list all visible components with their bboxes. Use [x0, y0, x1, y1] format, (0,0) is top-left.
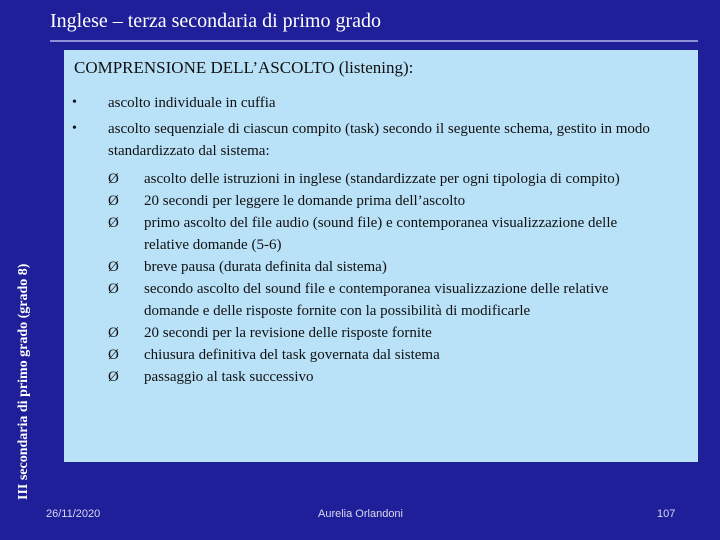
- step-text: secondo ascolto del sound file e contemporanea visualizzazione delle relative domande e delle risposte fornite con la possibilità di modificarle: [144, 281, 609, 319]
- step-text: 20 secondi per la revisione delle risposte fornite: [144, 325, 432, 341]
- footer-author: Aurelia Orlandoni: [318, 508, 403, 520]
- bullet-icon: •: [72, 121, 77, 136]
- step-text: 20 secondi per leggere le domande prima dell’ascolto: [144, 193, 466, 209]
- step-item: [64, 322, 664, 344]
- arrow-bullet-icon: Ø: [108, 259, 119, 275]
- list-item: [64, 92, 668, 114]
- title-divider: [50, 40, 698, 42]
- list-item: [64, 118, 668, 162]
- step-item: [64, 190, 664, 212]
- arrow-bullet-icon: Ø: [108, 347, 119, 363]
- step-item: [64, 256, 664, 278]
- step-text: passaggio al task successivo: [144, 369, 314, 385]
- step-item: [64, 212, 664, 256]
- step-item: [64, 168, 664, 190]
- arrow-bullet-icon: Ø: [108, 171, 119, 187]
- section-heading: COMPRENSIONE DELL’ASCOLTO (listening):: [74, 58, 414, 77]
- step-text: breve pausa (durata definita dal sistema): [144, 259, 387, 275]
- arrow-bullet-icon: Ø: [108, 215, 119, 231]
- list-item-text: ascolto individuale in cuffia: [108, 95, 276, 111]
- step-item: [64, 366, 664, 388]
- arrow-bullet-icon: Ø: [108, 325, 119, 341]
- arrow-bullet-icon: Ø: [108, 193, 119, 209]
- arrow-bullet-icon: Ø: [108, 281, 119, 297]
- step-text: ascolto delle istruzioni in inglese (standardizzate per ogni tipologia di compito): [144, 171, 620, 187]
- content-panel: [64, 50, 698, 462]
- step-item: [64, 278, 664, 322]
- step-text: chiusura definitiva del task governata dal sistema: [144, 347, 440, 363]
- step-item: [64, 344, 664, 366]
- page-number: 107: [657, 508, 676, 520]
- slide-title: Inglese – terza secondaria di primo grado: [50, 10, 381, 32]
- bullet-list: [64, 92, 698, 166]
- footer-date: 26/11/2020: [46, 508, 101, 520]
- step-list: [64, 168, 698, 388]
- list-item-text: ascolto sequenziale di ciascun compito (task) secondo il seguente schema, gestito in modo standardizzato dal sistema:: [108, 121, 650, 159]
- bullet-icon: •: [72, 95, 77, 110]
- step-text: primo ascolto del file audio (sound file) e contemporanea visualizzazione delle relative domande (5-6): [144, 215, 618, 253]
- arrow-bullet-icon: Ø: [108, 369, 119, 385]
- side-label: III secondaria di primo grado (grado 8): [16, 263, 31, 500]
